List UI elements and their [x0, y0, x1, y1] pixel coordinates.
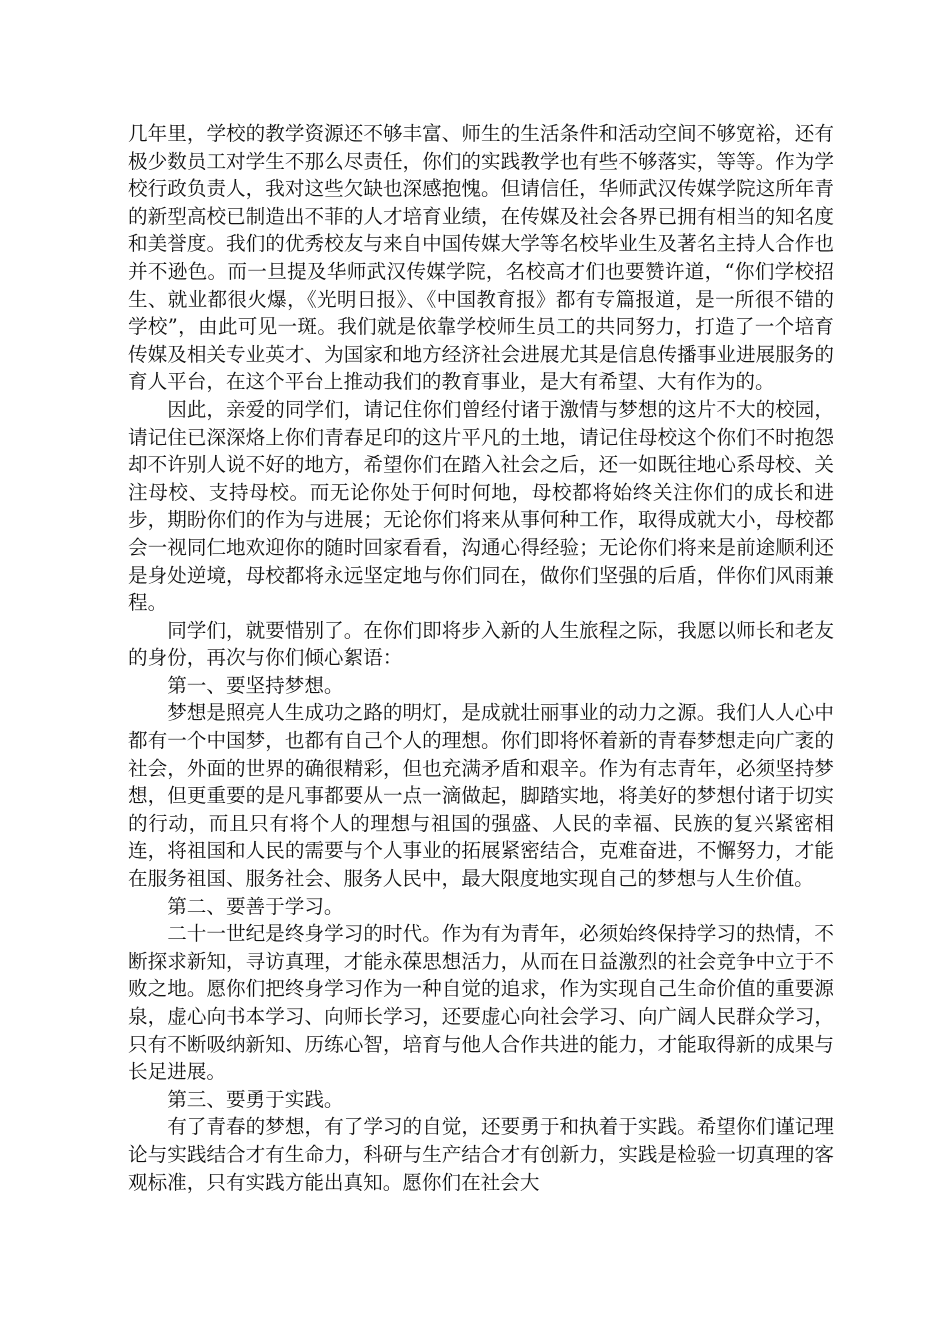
section-heading: 第二、要善于学习。: [167, 894, 344, 918]
body-paragraph: 梦想是照亮人生成功之路的明灯，是成就壮丽事业的动力之源。我们人人心中都有一个中国梦，也都有自己个人的理想。你们即将怀着新的青春梦想走向广袤的社会，外面的世界的确很精彩，但也充满矛盾和艰辛。作为有志青年，必须坚持梦想，但更重要的是凡事都要从一点一滴做起，脚踏实地，将美好的梦想付诸于切实的行动，而且只有将个人的理想与祖国的强盛、人民的幸福、民族的复兴紧密相连，将祖国和人民的需要与个人事业的拓展紧密结合，克难奋进，不懈努力，才能在服务祖国、服务社会、服务人民中，最大限度地实现自己的梦想与人生价值。: [128, 701, 834, 891]
document-body: [128, 120, 834, 1196]
body-paragraph: 有了青春的梦想，有了学习的自觉，还要勇于和执着于实践。希望你们谨记理论与实践结合才有生命力，科研与生产结合才有创新力，实践是检验一切真理的客观标准，只有实践方能出真知。愿你们在社会大: [128, 1115, 834, 1194]
body-paragraph: 几年里，学校的教学资源还不够丰富、师生的生活条件和活动空间不够宽裕，还有极少数员工对学生不那么尽责任，你们的实践教学也有些不够落实，等等。作为学校行政负责人，我对这些欠缺也深感抱愧。但请信任，华师武汉传媒学院这所年青的新型高校已制造出不菲的人才培育业绩，在传媒及社会各界已拥有相当的知名度和美誉度。我们的优秀校友与来自中国传媒大学等名校毕业生及著名主持人合作也并不逊色。而一旦提及华师武汉传媒学院，名校高才们也要赞许道，“你们学校招生、就业都很火爆，《光明日报》、《中国教育报》都有专篇报道，是一所很不错的学校”，由此可见一斑。我们就是依靠学校师生员工的共同努力，打造了一个培育传媒及相关专业英才、为国家和地方经济社会进展尤其是信息传播事业进展服务的育人平台，在这个平台上推动我们的教育事业，是大有希望、大有作为的。: [128, 122, 834, 394]
section-heading: 第一、要坚持梦想。: [167, 673, 344, 697]
section-heading: 第三、要勇于实践。: [167, 1087, 344, 1111]
body-paragraph: 二十一世纪是终身学习的时代。作为有为青年，必须始终保持学习的热情，不断探求新知，寻访真理，才能永葆思想活力，从而在日益激烈的社会竞争中立于不败之地。愿你们把终身学习作为一种自觉的追求，作为实现自己生命价值的重要源泉，虚心向书本学习、向师长学习，还要虚心向社会学习、向广阔人民群众学习，只有不断吸纳新知、历练心智，培育与他人合作共进的能力，才能取得新的成果与长足进展。: [128, 922, 834, 1084]
body-paragraph: 因此，亲爱的同学们，请记住你们曾经付诸于激情与梦想的这片不大的校园，请记住已深深烙上你们青春足印的这片平凡的土地，请记住母校这个你们不时抱怨却不许别人说不好的地方，希望你们在踏入社会之后，还一如既往地心系母校、关注母校、支持母校。而无论你处于何时何地，母校都将始终关注你们的成长和进步，期盼你们的作为与进展；无论你们将来从事何种工作，取得成就大小，母校都会一视同仁地欢迎你的随时回家看看，沟通心得经验；无论你们将来是前途顺利还是身处逆境，母校都将永远坚定地与你们同在，做你们坚强的后盾，伴你们风雨兼程。: [128, 397, 834, 615]
body-paragraph: 同学们，就要惜别了。在你们即将步入新的人生旅程之际，我愿以师长和老友的身份，再次与你们倾心絮语：: [128, 618, 834, 670]
